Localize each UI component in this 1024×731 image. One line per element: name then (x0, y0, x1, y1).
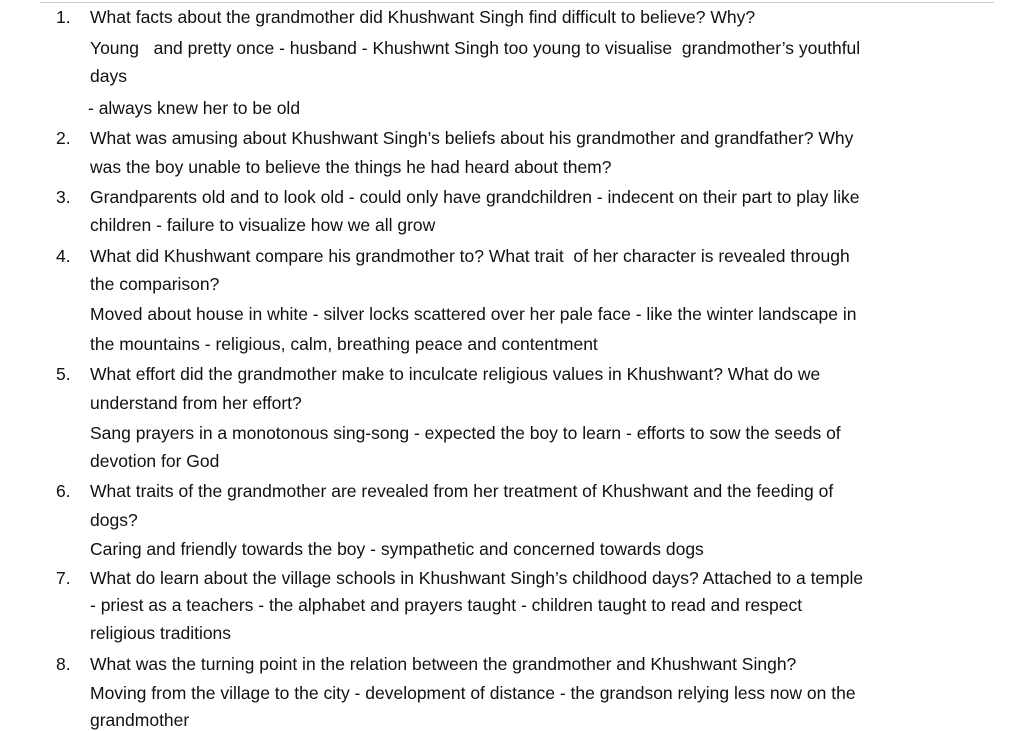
question-text: What was amusing about Khushwant Singh’s beliefs about his grandmother and grandfather? Why (90, 128, 854, 148)
top-divider (40, 2, 994, 3)
item-number: 7. (56, 568, 71, 588)
answer-text: grandmother (90, 710, 190, 730)
answer-text: Sang prayers in a monotonous sing-song - expected the boy to learn - efforts to sow the seeds of (90, 423, 841, 443)
item-number: 6. (56, 481, 71, 501)
question-text: What did Khushwant compare his grandmother to? What trait of her character is revealed through (90, 246, 850, 266)
item-number: 3. (56, 187, 71, 207)
question-text: - priest as a teachers - the alphabet and prayers taught - children taught to read and respect (90, 595, 803, 615)
answer-text: - always knew her to be old (88, 98, 301, 118)
question-text: Grandparents old and to look old - could only have grandchildren - indecent on their part to play like (90, 187, 860, 207)
question-text: What do learn about the village schools in Khushwant Singh’s childhood days? Attached to a temple (90, 568, 864, 588)
answer-text: the mountains - religious, calm, breathing peace and contentment (90, 334, 598, 354)
answer-text: Young and pretty once - husband - Khushwnt Singh too young to visualise grandmother’s youthful (90, 38, 861, 58)
question-text: dogs? (90, 510, 138, 530)
answer-text: Caring and friendly towards the boy - sympathetic and concerned towards dogs (90, 539, 704, 559)
item-number: 8. (56, 654, 71, 674)
item-number: 2. (56, 128, 71, 148)
question-text: the comparison? (90, 274, 220, 294)
question-text: religious traditions (90, 623, 232, 643)
answer-text: Moved about house in white - silver locks scattered over her pale face - like the winter landscape in (90, 304, 857, 324)
answer-text: days (90, 66, 127, 86)
question-text: What was the turning point in the relation between the grandmother and Khushwant Singh? (90, 654, 797, 674)
question-text: was the boy unable to believe the things he had heard about them? (90, 157, 612, 177)
question-text: What facts about the grandmother did Khushwant Singh find difficult to believe? Why? (90, 7, 756, 27)
answer-text: Moving from the village to the city - development of distance - the grandson relying less now on the (90, 683, 856, 703)
question-text: What effort did the grandmother make to inculcate religious values in Khushwant? What do we (90, 364, 821, 384)
item-number: 1. (56, 7, 71, 27)
question-text: understand from her effort? (90, 393, 302, 413)
item-number: 4. (56, 246, 71, 266)
item-number: 5. (56, 364, 71, 384)
question-text: children - failure to visualize how we all grow (90, 215, 436, 235)
question-text: What traits of the grandmother are revealed from her treatment of Khushwant and the feeding of (90, 481, 834, 501)
answer-text: devotion for God (90, 451, 220, 471)
